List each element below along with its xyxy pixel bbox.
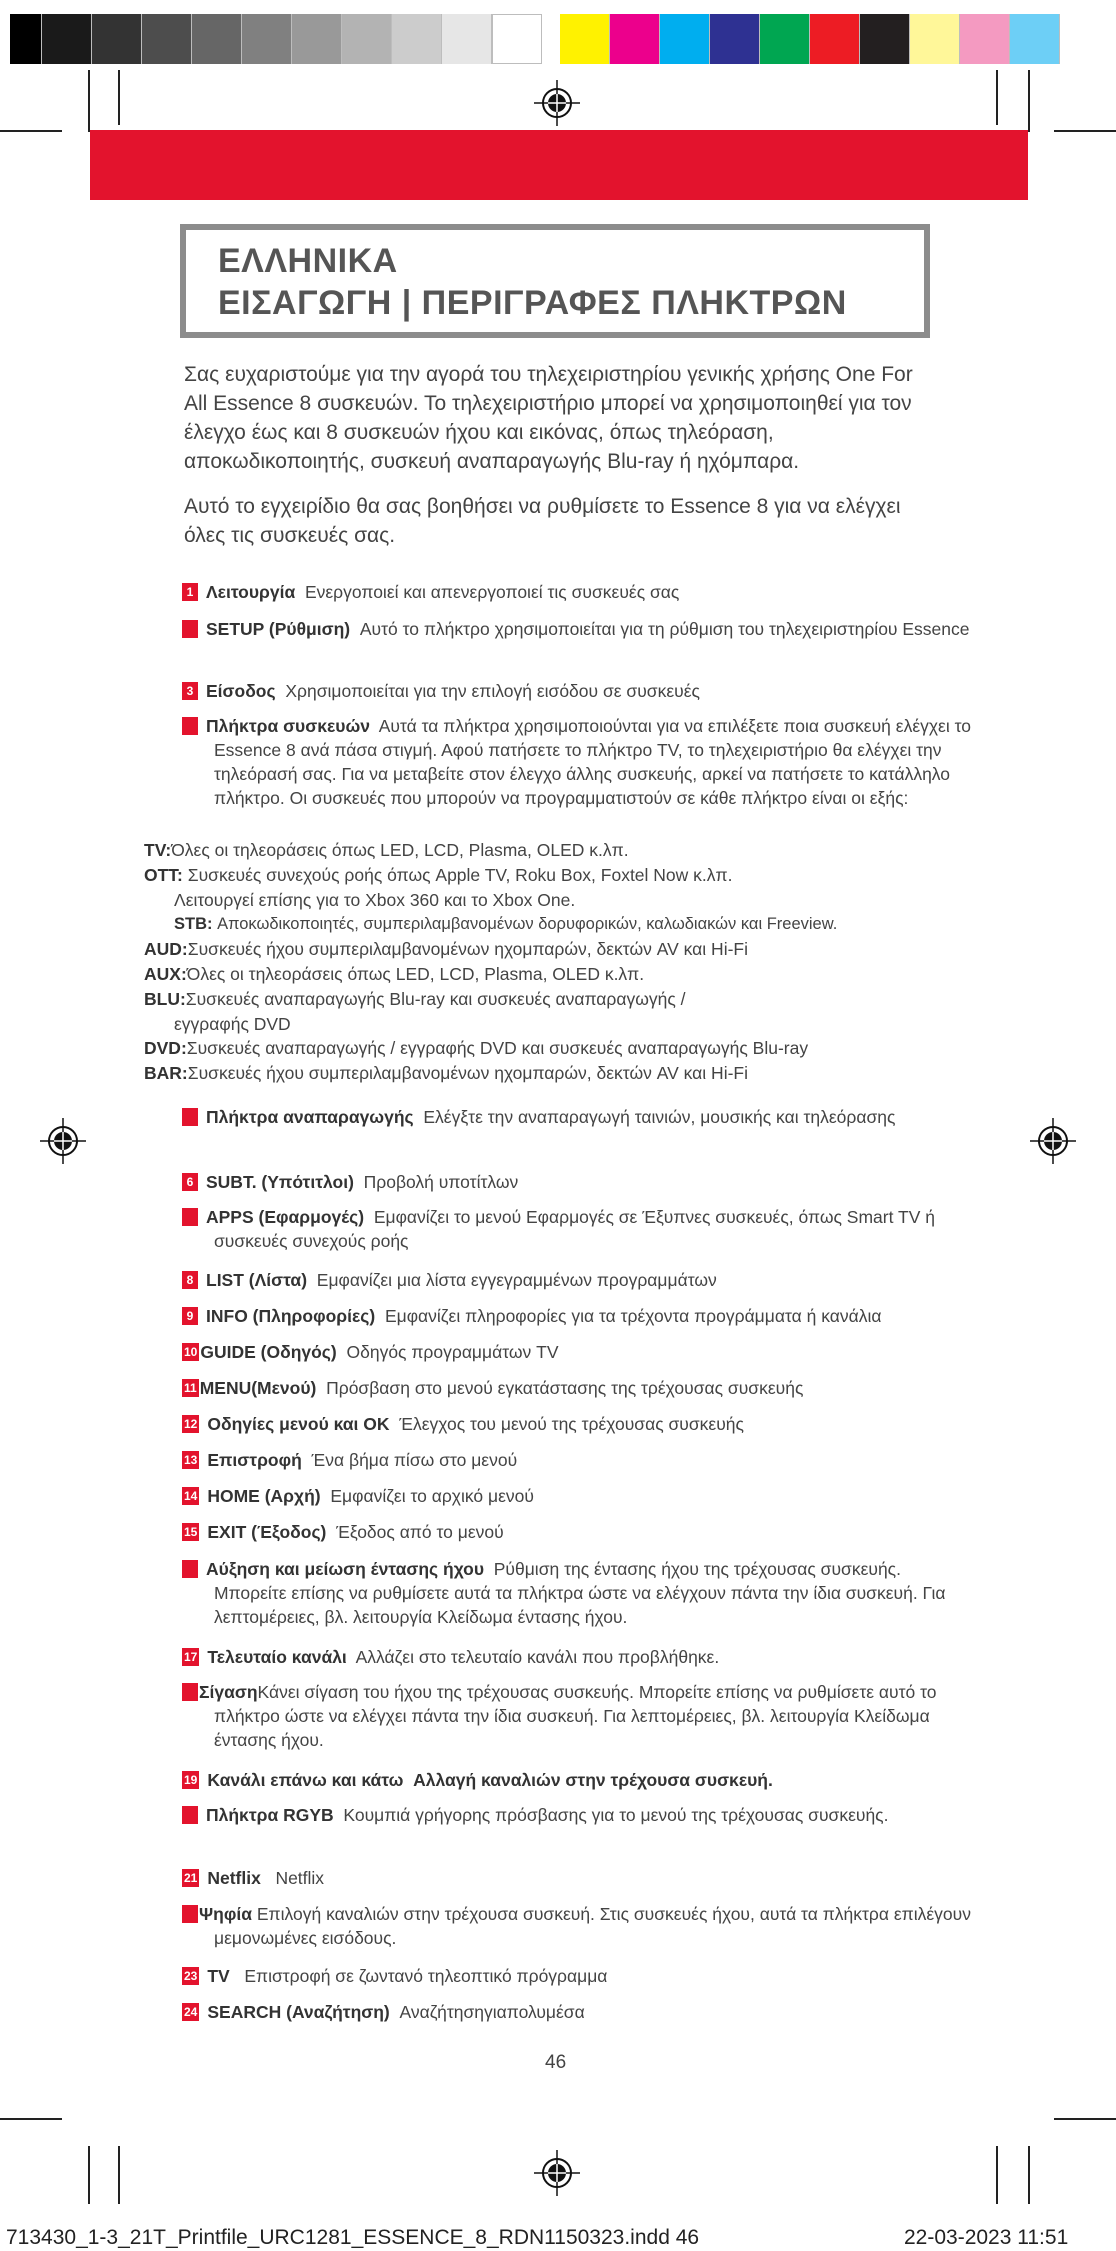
item-label: Ψηφία <box>199 1904 252 1924</box>
color-swatch <box>960 14 1010 64</box>
registration-mark-icon <box>534 80 580 126</box>
device-key: OTT: <box>144 865 183 885</box>
color-swatch <box>810 14 860 64</box>
crop-mark <box>1028 70 1030 132</box>
item-number-badge: 3 <box>182 682 198 700</box>
device-text-continued: εγγραφής DVD <box>174 1013 291 1034</box>
item-text: Αλλάζει στο τελευταίο κανάλι που προβλήθηκε. <box>355 1647 720 1667</box>
item-text: Έξοδος από το μενού <box>336 1522 504 1542</box>
key-item <box>182 1170 942 1194</box>
device-text: Συσκευές συνεχούς ροής όπως Apple TV, Roku Box, Foxtel Now κ.λπ. <box>187 865 733 885</box>
item-text: Ελέγξτε την αναπαραγωγή ταινιών, μουσικής και τηλεόρασης <box>423 1107 896 1127</box>
device-text: Συσκευές ήχου συμπεριλαμβανομένων ηχομπαρών, δεκτών AV και Hi-Fi <box>187 1063 748 1083</box>
key-item <box>182 1645 942 1669</box>
registration-mark-icon <box>1030 1118 1076 1164</box>
key-item <box>170 617 974 641</box>
crop-mark <box>996 70 998 125</box>
registration-mark-icon <box>534 2150 580 2196</box>
key-item <box>182 1484 942 1508</box>
key-item <box>182 1412 942 1436</box>
item-label: TV <box>207 1966 230 1986</box>
item-label: Netflix <box>207 1868 261 1888</box>
item-label: Οδηγίες μενού και OK <box>207 1414 390 1434</box>
device-entry <box>144 1061 944 1086</box>
key-item <box>182 2000 942 2024</box>
item-text: Αναζήτησηγιαπολυμέσα <box>399 2002 585 2022</box>
item-label: MENU(Μενού) <box>199 1378 317 1398</box>
device-text: Συσκευές αναπαραγωγής Blu-ray και συσκευές αναπαραγωγής / <box>185 989 686 1009</box>
item-text: Κουμπιά γρήγορης πρόσβασης για το μενού της τρέχουσας συσκευής. <box>343 1805 889 1825</box>
device-entry <box>144 838 944 863</box>
print-datetime: 22-03-2023 11:51 <box>904 2226 1069 2249</box>
item-number-badge: 4 <box>182 717 198 735</box>
intro-paragraph-1: Σας ευχαριστούμε για την αγορά του τηλεχειριστηρίου γενικής χρήσης One For All Essence 8 συσκευών. Το τηλεχειριστήριο μπορεί να χρησιμοποιηθεί για τον έλεγχο έως και 8 συσκευών ήχου και εικόνας, όπως τηλεόραση, αποκωδικοποιητής, συσκευή αναπαραγωγής Blu-ray ή ηχόμπαρα. <box>184 363 913 473</box>
crop-mark <box>996 2146 998 2204</box>
print-file-info: 713430_1-3_21T_Printfile_URC1281_ESSENCE_8_RDN1150323.indd 46 <box>6 2226 700 2249</box>
key-item <box>182 580 942 604</box>
key-item <box>182 1964 942 1988</box>
gray-swatch <box>42 14 92 64</box>
item-label: GUIDE (Οδηγός) <box>200 1342 337 1362</box>
key-item <box>182 1268 942 1292</box>
device-entry <box>144 937 944 962</box>
item-text: Χρησιμοποιείται για την επιλογή εισόδου σε συσκευές <box>285 681 700 701</box>
key-item <box>167 1680 974 1752</box>
item-number-badge: 11 <box>184 1381 197 1395</box>
item-label: Πλήκτρα αναπαραγωγής <box>206 1107 414 1127</box>
item-label: Κανάλι επάνω και κάτω <box>207 1770 404 1790</box>
device-text: Συσκευές αναπαραγωγής / εγγραφής DVD και συσκευές αναπαραγωγής Blu-ray <box>186 1038 809 1058</box>
key-item <box>170 1105 974 1129</box>
crop-mark <box>1054 2118 1116 2120</box>
gray-swatch <box>392 14 442 64</box>
item-number-badge: 12 <box>184 1417 198 1431</box>
item-text: Ένα βήμα πίσω στο μενού <box>311 1450 518 1470</box>
device-text-continued: Λειτουργεί επίσης για το Xbox 360 και το Xbox One. <box>174 889 576 910</box>
title-box <box>180 224 930 338</box>
item-label: Πλήκτρα συσκευών <box>206 716 370 736</box>
crop-mark <box>0 2118 62 2120</box>
item-text: Ρύθμιση της έντασης ήχου της τρέχουσας συσκευής. Μπορείτε επίσης να ρυθμίσετε αυτά τα πλήκτρα ώστε να ελέγχουν πάντα την ίδια συσκευή. Για λεπτομέρειες, βλ. λειτουργία Κλείδωμα έντασης ήχου. <box>214 1559 946 1627</box>
device-entry <box>144 987 944 1036</box>
device-text: Όλες οι τηλεοράσεις όπως LED, LCD, Plasma, OLED κ.λπ. <box>171 840 629 860</box>
item-text: Εμφανίζει πληροφορίες για τα τρέχοντα προγράμματα ή κανάλια <box>384 1306 882 1326</box>
item-text: Αυτά τα πλήκτρα χρησιμοποιούνται για να επιλέξετε ποια συσκευή ελέγχει το Essence 8 ανά πάσα στιγμή. Αφού πατήσετε το πλήκτρο TV, το τηλεχειριστήριο θα ελέγχει την τηλεόρασή σας. Για να μεταβείτε στον έλεγχο άλλης συσκευής, αρκεί να πατήσετε το κατάλληλο πλήκτρο. Οι συσκευές που μπορούν να προγραμματιστούν σε κάθε πλήκτρο είναι οι εξής: <box>214 716 972 808</box>
color-swatch <box>560 14 610 64</box>
item-number-badge: 20 <box>182 1806 198 1824</box>
section-title: ΕΙΣΑΓΩΓΗ | ΠΕΡΙΓΡΑΦΕΣ ΠΛΗΚΤΡΩΝ <box>218 284 847 322</box>
item-number-badge: 16 <box>182 1560 198 1578</box>
crop-mark <box>118 2146 120 2204</box>
item-number-badge: 10 <box>184 1345 198 1359</box>
gray-swatch <box>442 14 492 64</box>
device-key: TV: <box>144 840 172 860</box>
device-key: AUX: <box>144 964 187 984</box>
key-item <box>167 1803 974 1827</box>
red-header-band <box>90 130 1028 200</box>
device-text: Αποκωδικοποιητές, συμπεριλαμβανομένων δορυφορικών, καλωδιακών και Freeview. <box>217 915 838 933</box>
item-number-badge: 21 <box>184 1871 198 1885</box>
key-item <box>182 1768 942 1792</box>
key-item <box>170 714 974 810</box>
color-swatch <box>660 14 710 64</box>
item-number-badge: 9 <box>182 1307 198 1325</box>
gray-swatch <box>342 14 392 64</box>
registration-mark-icon <box>40 1118 86 1164</box>
intro-paragraph-2: Αυτό το εγχειρίδιο θα σας βοηθήσει να ρυθμίσετε το Essence 8 για να ελέγχει όλες τις συσκευές σας. <box>184 495 901 547</box>
key-item <box>182 1340 942 1364</box>
gray-swatch <box>92 14 142 64</box>
item-label: SETUP (Ρύθμιση) <box>206 619 351 639</box>
item-number-badge: 14 <box>184 1489 198 1503</box>
gray-swatch <box>10 14 42 64</box>
item-number-badge: 5 <box>182 1108 198 1126</box>
gray-swatch <box>292 14 342 64</box>
crop-mark <box>0 130 62 132</box>
item-text: Πρόσβαση στο μενού εγκατάστασης της τρέχουσας συσκευής <box>326 1378 804 1398</box>
item-label: APPS (Εφαρμογές) <box>206 1207 365 1227</box>
item-label: HOME (Αρχή) <box>207 1486 321 1506</box>
key-item <box>167 1902 974 1950</box>
item-number-badge: 18 <box>182 1683 198 1701</box>
key-item <box>182 679 942 703</box>
color-swatch <box>1010 14 1060 64</box>
crop-mark <box>88 70 90 132</box>
gray-swatch <box>192 14 242 64</box>
key-item <box>182 1520 942 1544</box>
item-text: Εμφανίζει το αρχικό μενού <box>330 1486 534 1506</box>
item-label: SEARCH (Αναζήτηση) <box>207 2002 390 2022</box>
color-swatch <box>610 14 660 64</box>
device-key: DVD: <box>144 1038 187 1058</box>
item-number-badge: 23 <box>184 1969 198 1983</box>
device-entry <box>144 863 944 912</box>
color-calibration-bar <box>10 14 1106 64</box>
item-number-badge: 8 <box>182 1271 198 1289</box>
item-label: SUBT. (Υπότιτλοι) <box>206 1172 354 1192</box>
item-number-badge: 7 <box>182 1208 198 1226</box>
item-number-badge: 22 <box>182 1905 198 1923</box>
color-swatch <box>710 14 760 64</box>
item-number-badge: 2 <box>182 620 198 638</box>
key-item <box>182 1866 942 1890</box>
item-text: Εμφανίζει το μενού Εφαρμογές σε Έξυπνες συσκευές, όπως Smart TV ή συσκευές συνεχούς ροής <box>214 1207 935 1251</box>
color-swatch <box>910 14 960 64</box>
item-number-badge: 13 <box>184 1453 198 1467</box>
gray-swatch <box>142 14 192 64</box>
crop-mark <box>118 70 120 125</box>
item-label: Αύξηση και μείωση έντασης ήχου <box>206 1559 485 1579</box>
key-item <box>182 1304 942 1328</box>
device-key: STB: <box>174 915 213 933</box>
item-label: LIST (Λίστα) <box>206 1270 308 1290</box>
item-text: Προβολή υποτίτλων <box>363 1172 519 1192</box>
key-item <box>182 1448 942 1472</box>
gray-swatch <box>242 14 292 64</box>
item-text: Ενεργοποιεί και απενεργοποιεί τις συσκευές σας <box>304 582 680 602</box>
crop-mark <box>1054 130 1116 132</box>
item-text: Επιστροφή σε ζωντανό τηλεοπτικό πρόγραμμα <box>244 1966 608 1986</box>
device-text: Όλες οι τηλεοράσεις όπως LED, LCD, Plasma, OLED κ.λπ. <box>186 964 645 984</box>
item-text: Εμφανίζει μια λίστα εγγεγραμμένων προγραμμάτων <box>316 1270 717 1290</box>
key-item <box>170 1205 974 1253</box>
item-label: EXIT (Έξοδος) <box>207 1522 327 1542</box>
device-entry <box>174 912 974 937</box>
device-entry <box>144 962 944 987</box>
language-title: ΕΛΛΗΝΙΚΑ <box>218 242 398 280</box>
device-key: AUD: <box>144 939 188 959</box>
item-label: Σίγαση <box>199 1682 258 1702</box>
device-key: BAR: <box>144 1063 188 1083</box>
item-label: INFO (Πληροφορίες) <box>206 1306 376 1326</box>
item-label: Επιστροφή <box>207 1450 302 1470</box>
item-text: Έλεγχος του μενού της τρέχουσας συσκευής <box>399 1414 744 1434</box>
key-item <box>167 1557 974 1629</box>
item-label: Είσοδος <box>206 681 276 701</box>
crop-mark <box>1028 2146 1030 2204</box>
item-text: Κάνει σίγαση του ήχου της τρέχουσας συσκευής. Μπορείτε επίσης να ρυθμίσετε αυτό το πλήκτρο ώστε να ελέγχει πάντα την ίδια συσκευή. Για λεπτομέρειες, βλ. λειτουργία Κλείδωμα έντασης ήχου. <box>214 1682 937 1750</box>
device-entry <box>144 1036 944 1061</box>
item-number-badge: 19 <box>184 1773 198 1787</box>
item-text: Επιλογή καναλιών στην τρέχουσα συσκευή. Στις συσκευές ήχου, αυτά τα πλήκτρα επιλέγουν μεμονωμένες εισόδους. <box>214 1904 971 1948</box>
page-number: 46 <box>545 2052 567 2073</box>
item-number-badge: 17 <box>184 1650 198 1664</box>
color-swatch <box>860 14 910 64</box>
item-number-badge: 15 <box>184 1525 198 1539</box>
gray-swatch <box>492 14 542 64</box>
item-text: Netflix <box>275 1868 325 1888</box>
crop-mark <box>88 2146 90 2204</box>
item-text: Αλλαγή καναλιών στην τρέχουσα συσκευή. <box>413 1770 773 1790</box>
key-item <box>182 1376 942 1400</box>
item-label: Τελευταίο κανάλι <box>207 1647 347 1667</box>
device-key: BLU: <box>144 989 186 1009</box>
device-text: Συσκευές ήχου συμπεριλαμβανομένων ηχομπαρών, δεκτών AV και Hi-Fi <box>187 939 748 959</box>
item-number-badge: 1 <box>182 583 198 601</box>
item-number-badge: 6 <box>182 1173 198 1191</box>
item-label: Πλήκτρα RGYB <box>206 1805 334 1825</box>
item-text: Αυτό το πλήκτρο χρησιμοποιείται για τη ρύθμιση του τηλεχειριστηρίου Essence <box>359 619 970 639</box>
item-text: Οδηγός προγραμμάτων TV <box>346 1342 559 1362</box>
color-swatch <box>760 14 810 64</box>
item-label: Λειτουργία <box>206 582 296 602</box>
item-number-badge: 24 <box>184 2005 198 2019</box>
